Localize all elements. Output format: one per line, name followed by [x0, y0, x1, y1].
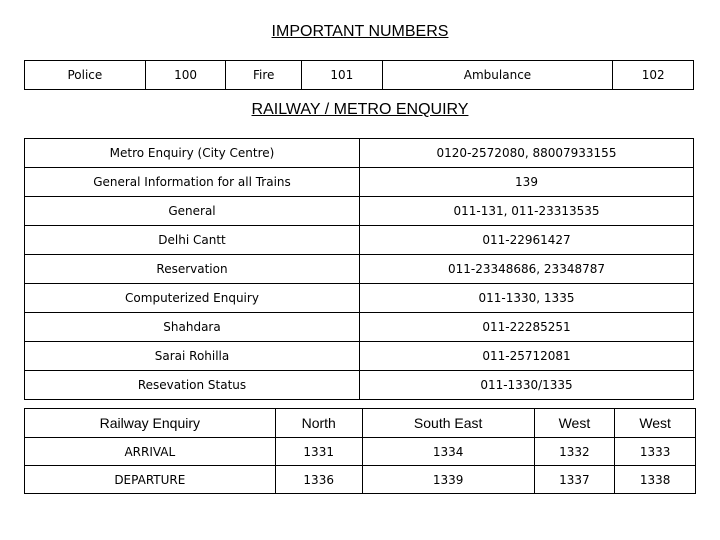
enquiry-value: 011-23348686, 23348787	[360, 255, 694, 284]
railway-enquiry-table	[24, 408, 696, 494]
table-row	[25, 371, 694, 400]
column-header: South East	[362, 409, 534, 438]
enquiry-label: General Information for all Trains	[25, 168, 360, 197]
table-header-row	[25, 409, 696, 438]
important-numbers-table	[24, 60, 694, 90]
enquiry-label: Shahdara	[25, 313, 360, 342]
table-row	[25, 313, 694, 342]
enquiry-label: Computerized Enquiry	[25, 284, 360, 313]
enquiry-label: Reservation	[25, 255, 360, 284]
important-numbers-title: IMPORTANT NUMBERS	[271, 23, 449, 40]
table-row	[25, 284, 694, 313]
railway-metro-enquiry-title: RAILWAY / METRO ENQUIRY	[251, 101, 469, 118]
enquiry-value: 011-1330/1335	[360, 371, 694, 400]
enquiry-label: Sarai Rohilla	[25, 342, 360, 371]
table-row	[25, 197, 694, 226]
row-label: ARRIVAL	[25, 438, 276, 466]
table-row	[25, 255, 694, 284]
row-label: DEPARTURE	[25, 466, 276, 494]
fire-label: Fire	[226, 61, 302, 90]
fire-number: 101	[302, 61, 383, 90]
table-row	[25, 438, 696, 466]
enquiry-value: 011-22961427	[360, 226, 694, 255]
table-row	[25, 466, 696, 494]
table-cell: 1339	[362, 466, 534, 494]
table-cell: 1331	[275, 438, 362, 466]
enquiry-value: 011-25712081	[360, 342, 694, 371]
table-row	[25, 168, 694, 197]
enquiry-value: 0120-2572080, 88007933155	[360, 139, 694, 168]
table-row	[25, 226, 694, 255]
table-row	[25, 139, 694, 168]
table-cell: 1336	[275, 466, 362, 494]
column-header: North	[275, 409, 362, 438]
enquiry-label: Resevation Status	[25, 371, 360, 400]
table-cell: 1338	[615, 466, 696, 494]
police-number: 100	[145, 61, 226, 90]
enquiry-value: 011-131, 011-23313535	[360, 197, 694, 226]
police-label: Police	[25, 61, 146, 90]
enquiry-value: 139	[360, 168, 694, 197]
enquiry-value: 011-1330, 1335	[360, 284, 694, 313]
enquiry-label: Metro Enquiry (City Centre)	[25, 139, 360, 168]
enquiry-label: Delhi Cantt	[25, 226, 360, 255]
ambulance-label: Ambulance	[382, 61, 613, 90]
table-cell: 1333	[615, 438, 696, 466]
table-cell: 1337	[534, 466, 615, 494]
column-header: West	[534, 409, 615, 438]
important-numbers-row	[25, 61, 694, 90]
enquiry-table	[24, 138, 694, 400]
table-cell: 1332	[534, 438, 615, 466]
table-cell: 1334	[362, 438, 534, 466]
ambulance-number: 102	[613, 61, 694, 90]
column-header: Railway Enquiry	[25, 409, 276, 438]
column-header: West	[615, 409, 696, 438]
table-row	[25, 342, 694, 371]
enquiry-value: 011-22285251	[360, 313, 694, 342]
enquiry-label: General	[25, 197, 360, 226]
